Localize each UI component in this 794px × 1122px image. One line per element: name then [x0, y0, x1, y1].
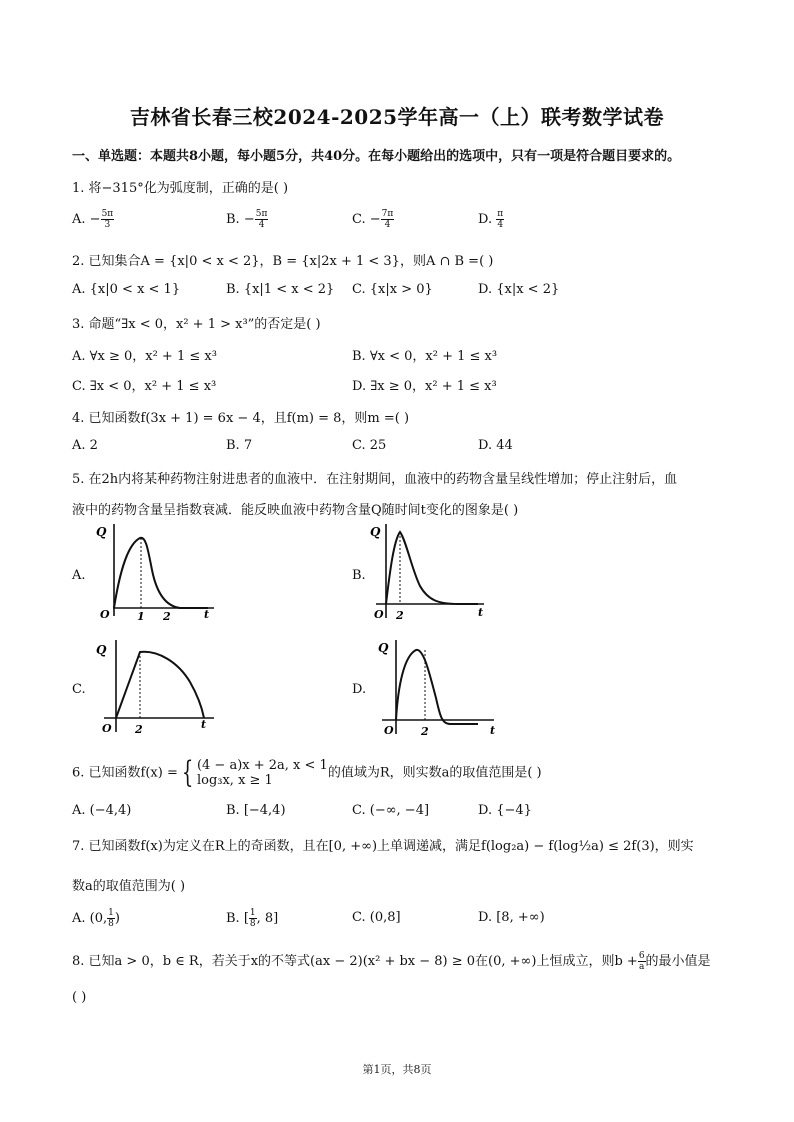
question-5-stem-line2: 液中的药物含量呈指数衰减．能反映血液中药物含量Q随时间t变化的图象是( ): [72, 503, 519, 518]
q5a-tick-2: 2: [163, 610, 171, 623]
q1-option-a[interactable]: A. − $\frac{5\pi}{3}$: [72, 209, 114, 230]
q5-option-b-label[interactable]: B.: [352, 568, 366, 583]
q6-option-c[interactable]: C. (−∞, −4]: [352, 803, 430, 818]
q3-option-c[interactable]: C. ∃x < 0，x² + 1 ≤ x³: [72, 379, 217, 394]
q6-option-a[interactable]: A. (−4,4): [72, 803, 132, 818]
piecewise-case-2: log₃x, x ≥ 1: [196, 773, 273, 788]
q5-option-c-label[interactable]: C.: [72, 682, 86, 697]
q5c-axis-q: Q: [96, 643, 107, 657]
question-8-stem-line2: ( ): [72, 990, 87, 1005]
q4-option-a[interactable]: A. 2: [72, 438, 98, 453]
question-4-stem: 4. 已知函数f(3x + 1) = 6x − 4，且f(m) = 8，则m =( ): [72, 411, 410, 426]
question-6-stem: 6. 已知函数f(x) = { (4 − a)x + 2a, x < 1 log₃x, x ≥ 1 的值域为R，则实数a的取值范围是( ): [72, 755, 542, 790]
q6-option-b[interactable]: B. [−4,4): [226, 803, 286, 818]
q5-graph-a[interactable]: [88, 520, 218, 625]
q2-option-b[interactable]: B. {x|1 < x < 2}: [226, 282, 335, 297]
q5-option-a-label[interactable]: A.: [72, 568, 86, 583]
q7-option-b[interactable]: B. [ $\frac{1}{8}$ , 8]: [226, 908, 279, 929]
q4-option-d[interactable]: D. 44: [478, 438, 513, 453]
q5a-axis-t: t: [204, 608, 210, 621]
q3-option-b[interactable]: B. ∀x < 0，x² + 1 ≤ x³: [352, 349, 498, 364]
q7-option-d[interactable]: D. [8, +∞): [478, 910, 545, 925]
q1-option-b[interactable]: B. − $\frac{5\pi}{4}$: [226, 209, 268, 230]
q1-option-c[interactable]: C. − $\frac{7\pi}{4}$: [352, 209, 394, 230]
q7-option-c[interactable]: C. (0,8]: [352, 910, 401, 925]
q5d-axis-q: Q: [378, 641, 389, 655]
q3-option-a[interactable]: A. ∀x ≥ 0，x² + 1 ≤ x³: [72, 349, 217, 364]
q5a-origin: O: [100, 608, 110, 621]
q4-option-c[interactable]: C. 25: [352, 438, 387, 453]
question-1-stem: 1. 将−315°化为弧度制，正确的是( ): [72, 181, 289, 196]
page-footer: 第1页，共8页: [362, 1063, 432, 1076]
question-7-stem-line2: 数a的取值范围为( ): [72, 879, 186, 894]
piecewise-brace: {: [181, 755, 194, 790]
q2-option-a[interactable]: A. {x|0 < x < 1}: [72, 282, 181, 297]
q5d-tick-2: 2: [421, 725, 429, 738]
q5-graph-b[interactable]: [368, 520, 488, 625]
question-5-stem-line1: 5. 在2h内将某种药物注射进患者的血液中．在注射期间，血液中的药物含量呈线性增加；停止注射后，血: [72, 472, 678, 487]
q5d-origin: O: [384, 724, 394, 737]
q6-option-d[interactable]: D. {−4}: [478, 803, 532, 818]
section-heading: 一、单选题：本题共8小题，每小题5分，共40分。在每小题给出的选项中，只有一项是符合题目要求的。: [72, 149, 681, 164]
q5-option-d-label[interactable]: D.: [352, 682, 367, 697]
q5b-origin: O: [374, 608, 384, 621]
q2-option-c[interactable]: C. {x|x > 0}: [352, 282, 433, 297]
q5-graph-c[interactable]: [88, 636, 218, 741]
q5-graph-d[interactable]: [368, 636, 508, 741]
question-2-stem: 2. 已知集合A = {x|0 < x < 2}，B = {x|2x + 1 < 3}，则A ∩ B =( ): [72, 254, 494, 269]
q5d-axis-t: t: [490, 724, 496, 737]
q5b-tick-2: 2: [396, 609, 404, 622]
page-title: 吉林省长春三校2024-2025学年高一（上）联考数学试卷: [129, 105, 665, 129]
q4-option-b[interactable]: B. 7: [226, 438, 253, 453]
question-3-stem: 3. 命题“∃x < 0，x² + 1 > x³”的否定是( ): [72, 317, 321, 332]
q7-option-a[interactable]: A. (0, $\frac{1}{8}$ ): [72, 908, 120, 929]
question-7-stem-line1: 7. 已知函数f(x)为定义在R上的奇函数，且在[0, +∞)上单调递减，满足f(log₂a) − f(log½a) ≤ 2f(3)，则实: [72, 839, 694, 854]
q3-option-d[interactable]: D. ∃x ≥ 0，x² + 1 ≤ x³: [352, 379, 497, 394]
piecewise-case-1: (4 − a)x + 2a, x < 1: [196, 758, 328, 773]
q5b-axis-t: t: [478, 606, 484, 619]
q5b-axis-q: Q: [370, 525, 381, 539]
q5a-tick-1: 1: [137, 610, 145, 623]
q5c-origin: O: [102, 722, 112, 735]
q5a-axis-q: Q: [96, 525, 107, 539]
q1-option-d[interactable]: D. $\frac{\pi}{4}$: [478, 209, 504, 230]
q2-option-d[interactable]: D. {x|x < 2}: [478, 282, 560, 297]
question-8-stem-line1: 8. 已知a > 0，b ∈ R，若关于x的不等式(ax − 2)(x² + bx − 8) ≥ 0在(0, +∞)上恒成立，则b + $\frac{6}{a}$ 的最小值是: [72, 951, 711, 972]
q5c-axis-t: t: [201, 718, 207, 731]
q5c-tick-2: 2: [135, 723, 143, 736]
